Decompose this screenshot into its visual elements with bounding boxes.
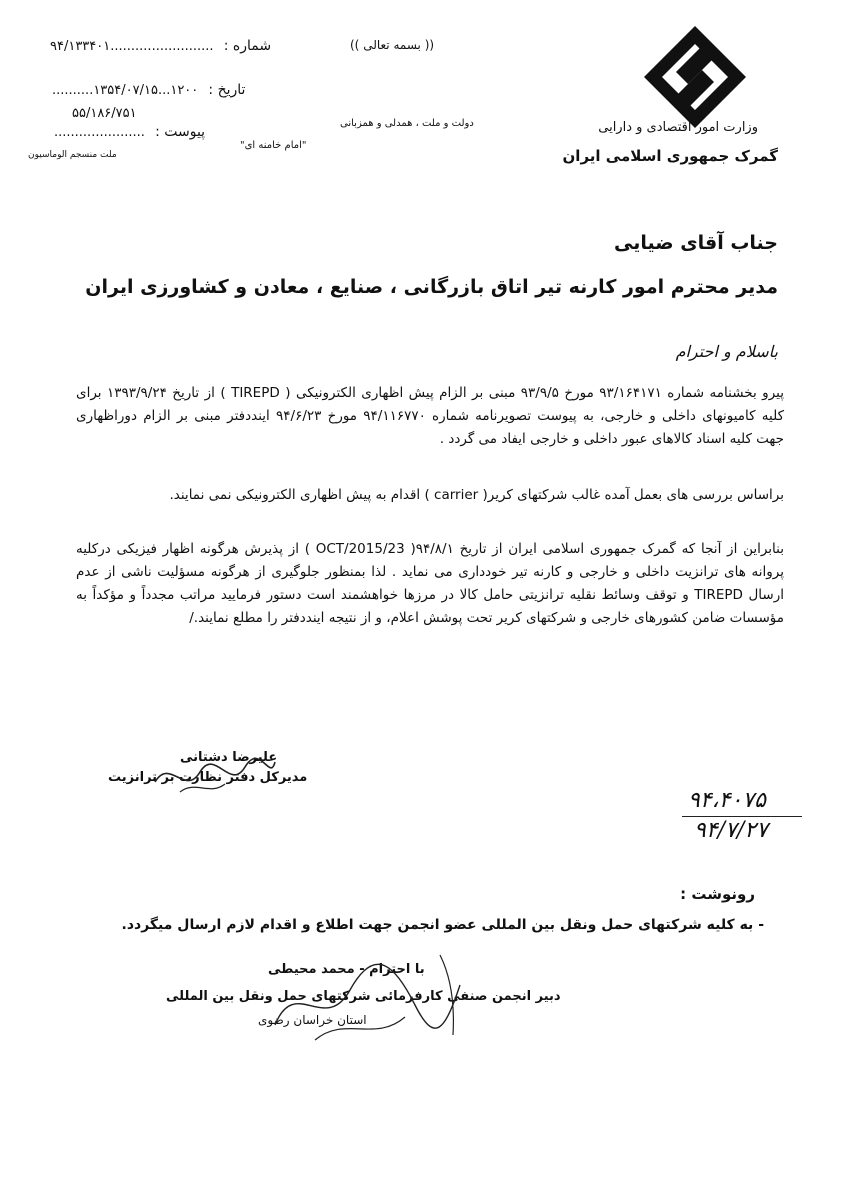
handwritten-divider <box>682 816 802 817</box>
body-paragraph-3: بنابراین از آنجا که گمرک جمهوری اسلامی ایران از تاریخ ۹۴/۸/۱( 23/OCT/2015 ) از پذیرش هرگونه اظهار فیزیکی درکلیه پروانه های ترانزیت داخلی و خارجی و کارنه تیر خودداری می نماید . لذا بمنظور جلوگیری از هرگونه مسؤلیت ناشی از عدم ارسال TIREPD و توقف وسائط نقلیه ترانزیتی حامل کالا در مرزها خواهشمند است دستور فرمایید مراتب مجدداً و مؤکداً به مؤسسات ضامن کشورهای خارجی و شرکتهای کریر تحت پوشش اعلام، و از نتیجه اینددفتر را مطلع نمایند./ <box>76 541 784 626</box>
slogan-main: دولت و ملت ، همدلی و همزبانی <box>340 118 474 129</box>
customs-name: گمرک جمهوری اسلامی ایران <box>562 147 778 165</box>
letter-number-value: ۹۴/۱۳۳۴۰۱......................... <box>50 39 214 54</box>
cc-label: رونوشت : <box>680 885 755 903</box>
bismillah: (( بسمه تعالی )) <box>350 38 435 52</box>
slogan-side: ملت منسجم الوماسیون <box>28 150 117 160</box>
body-paragraph-1: پیرو بخشنامه شماره ۹۳/۱۶۴۱۷۱ مورخ ۹۳/۹/۵ مبنی بر الزام پیش اظهاری الکترونیکی ( TIREPD ) از تاریخ ۱۳۹۳/۹/۲۴ برای کلیه کامیونهای داخلی و خارجی، به پیوست تصویرنامه شماره ۹۴/۱۱۶۷۷۰ مورخ ۹۴/۶/۲۳ اینددفتر مبنی بر الزام دوراظهاری جهت کلیه اسناد کالاهای عبور داخلی و خارجی ایفاد می گردد . <box>76 385 784 447</box>
salutation: باسلام و احترام <box>675 342 778 361</box>
signatory-name: علیرضا دشتانی <box>180 750 278 765</box>
letter-date-value: ..........۱۳۵۴/۰۷/۱۵...۱۲۰۰ <box>52 83 199 98</box>
handwritten-date: ۹۴/۷/۲۷ <box>694 818 768 843</box>
addressee-name: جناب آقای ضیایی <box>613 232 778 254</box>
letter-attachment <box>54 124 205 140</box>
letter-number-label: : شماره <box>223 38 272 54</box>
second-signatory-title: دبیر انجمن صنفی کارفرمائی شرکتهای حمل ونقل بین المللی <box>166 989 561 1004</box>
letter-attachment-label: : پیوست <box>155 124 206 140</box>
handwritten-signature-icon <box>150 752 280 802</box>
slogan-attribution: "امام خامنه ای" <box>240 140 307 151</box>
second-signatory-greeting: با احترام - محمد محیطی <box>268 962 425 977</box>
letter-date-label: : تاریخ <box>208 82 246 98</box>
second-handwritten-signature-icon <box>255 945 475 1045</box>
body-paragraph-2: براساس بررسی های بعمل آمده غالب شرکتهای کریر( carrier ) اقدام به پیش اظهاری الکترونیکی نمی نمایند. <box>169 487 784 503</box>
letter-reference: ۵۵/۱۸۶/۷۵۱ <box>72 106 137 121</box>
handwritten-number: ۹۴،۴۰۷۵ <box>688 788 766 813</box>
signatory-title: مدیرکل دفتر نظارت بر ترانزیت <box>108 770 308 785</box>
letter-attachment-value: ...................... <box>54 125 145 140</box>
letter-number <box>50 38 271 54</box>
ministry-name: وزارت امور اقتصادی و دارایی <box>598 120 758 135</box>
addressee-title: مدیر محترم امور کارنه تیر اتاق بازرگانی ، صنایع ، معادن و کشاورزی ایران <box>85 276 778 298</box>
cc-text: - به کلیه شرکتهای حمل ونقل بین المللی عضو انجمن جهت اطلاع و اقدام لازم ارسال میگردد. <box>121 917 764 933</box>
customs-logo-icon <box>640 22 750 132</box>
letter-date <box>52 82 245 98</box>
second-signatory-region: استان خراسان رضوی <box>258 1013 367 1027</box>
